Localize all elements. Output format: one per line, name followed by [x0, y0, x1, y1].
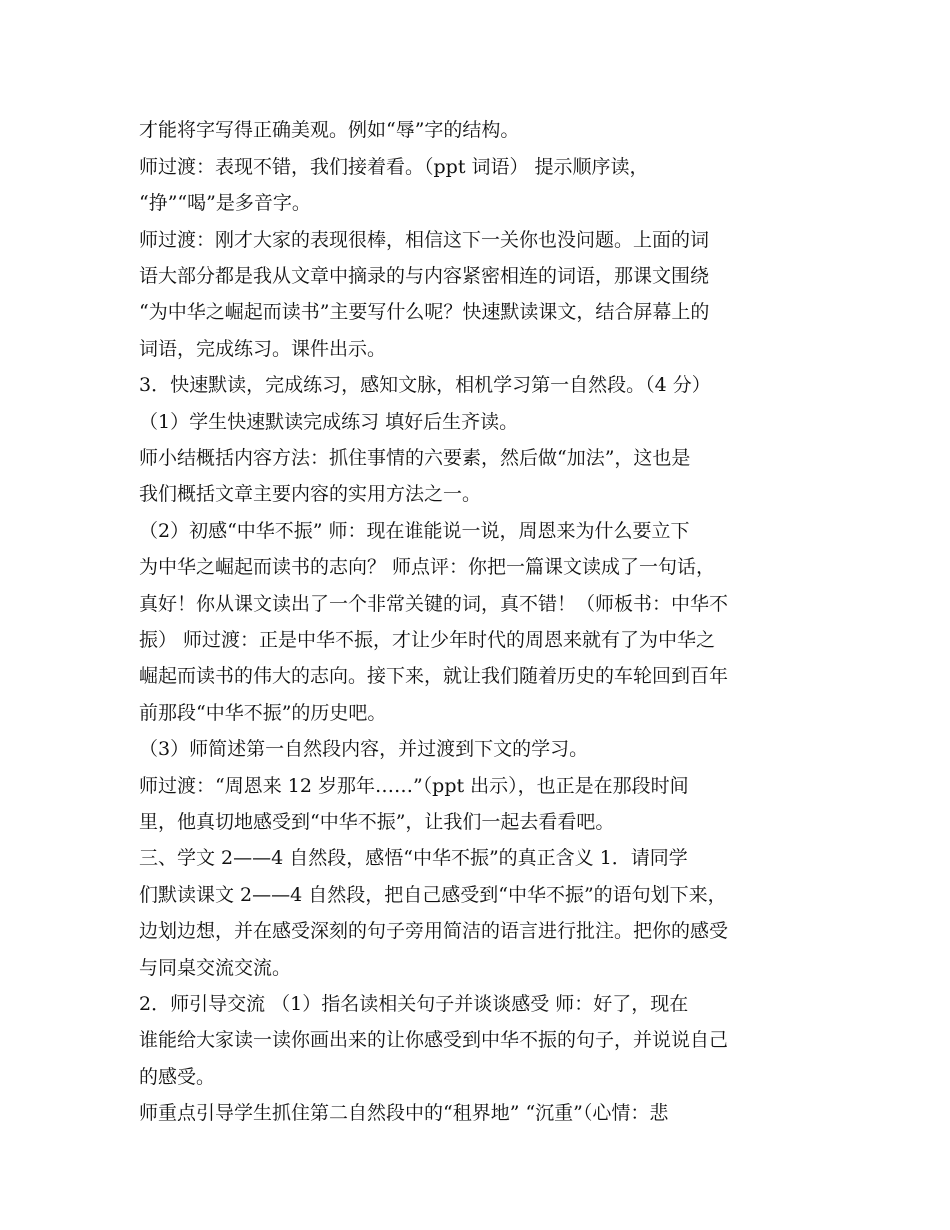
text-line: 我们概括文章主要内容的实用方法之一。 [139, 483, 482, 505]
text-line: 师过渡：刚才大家的表现很棒，相信这下一关你也没问题。上面的词 [139, 229, 710, 251]
text-line: 振） 师过渡：正是中华不振，才让少年时代的周恩来就有了为中华之 [139, 629, 716, 651]
text-line: 谁能给大家读一读你画出来的让你感受到中华不振的句子，并说说自己 [139, 1029, 729, 1051]
text-line: 才能将字写得正确美观。例如“辱”字的结构。 [139, 119, 520, 141]
text-line: 的感受。 [139, 1066, 216, 1088]
text-line: 与同桌交流交流。 [139, 957, 292, 979]
text-line: “挣”“喝”是多音字。 [139, 192, 311, 214]
text-line: 师过渡：“周恩来 12 岁那年……”（ppt 出示），也正是在那段时间 [139, 775, 689, 797]
text-line: 师重点引导学生抓住第二自然段中的“租界地” “沉重”（心情：悲 [139, 1102, 669, 1124]
text-line: 边划边想，并在感受深刻的句子旁用简洁的语言进行批注。把你的感受 [139, 920, 729, 942]
text-line: 词语，完成练习。课件出示。 [139, 338, 387, 360]
text-line: “为中华之崛起而读书”主要写什么呢？快速默读课文，结合屏幕上的 [139, 301, 710, 323]
text-line: 师小结概括内容方法：抓住事情的六要素，然后做“加法”，这也是 [139, 447, 691, 469]
text-line: （1）学生快速默读完成练习 填好后生齐读。 [139, 411, 519, 433]
text-line: 三、学文 2——4 自然段，感悟“中华不振”的真正含义 1．请同学 [139, 847, 688, 869]
text-line: 2．师引导交流 （1）指名读相关句子并谈谈感受 师：好了，现在 [139, 993, 689, 1015]
text-line: （3）师简述第一自然段内容，并过渡到下文的学习。 [139, 738, 589, 760]
text-line: 语大部分都是我从文章中摘录的与内容紧密相连的词语，那课文围绕 [139, 265, 710, 287]
text-line: 前那段“中华不振”的历史吧。 [139, 702, 387, 724]
text-line: 真好！你从课文读出了一个非常关键的词，真不错！（师板书：中华不 [139, 593, 729, 615]
text-line: 师过渡：表现不错，我们接着看。（ppt 词语） 提示顺序读， [139, 156, 649, 178]
text-line: 崛起而读书的伟大的志向。接下来，就让我们随着历史的车轮回到百年 [139, 665, 729, 687]
text-line: （2）初感“中华不振” 师：现在谁能说一说，周恩来为什么要立下 [139, 520, 690, 542]
text-line: 3．快速默读，完成练习，感知文脉，相机学习第一自然段。（4 分） [139, 374, 711, 396]
text-line: 里，他真切地感受到“中华不振”，让我们一起去看看吧。 [139, 811, 615, 833]
text-line: 们默读课文 2——4 自然段，把自己感受到“中华不振”的语句划下来， [139, 884, 727, 906]
text-line: 为中华之崛起而读书的志向？ 师点评：你把一篇课文读成了一句话， [139, 556, 716, 578]
